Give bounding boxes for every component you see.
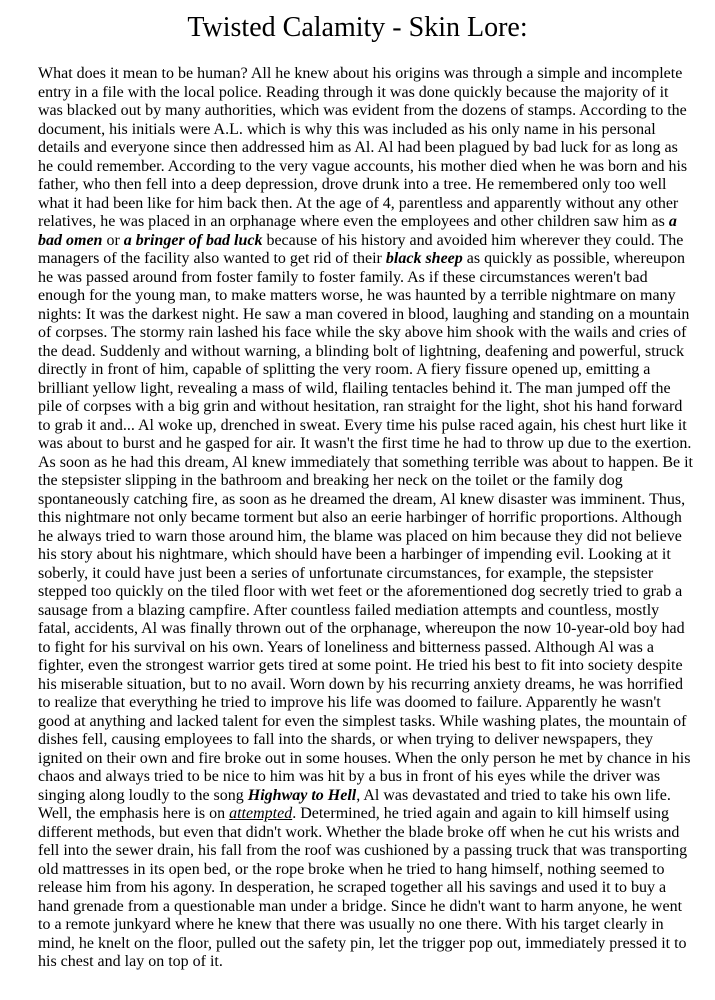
page-title: Twisted Calamity - Skin Lore: (187, 12, 528, 43)
story-paragraph (38, 65, 695, 972)
text-segment: attempted (229, 805, 293, 823)
text-segment: a bad omen (38, 213, 677, 249)
text-segment: black sheep (385, 250, 463, 268)
text-segment: as quickly as possible, whereupon he was passed around from foster family to foster family. As if these circumstances weren't bad enough for the young man, to make matters worse, he was haunted by a terrible nightmare on many nights: It was the darkest night. He saw a man covered in blood, laughing and standing on a mountain of corpses. The stormy rain lashed his face while the sky above him shook with the wails and cries of the dead. Suddenly and without warning, a blinding bolt of lightning, deafening and powerful, struck directly in front of him, capable of splitting the very room. A fiery fissure opened up, emitting a brilliant yellow light, revealing a mass of wild, flailing tentacles behind it. The man jumped off the pile of corpses with a big grin and without hesitation, ran straight for the light, shot his hand forward to grab it and... Al woke up, drenched in sweat. Every time his pulse raced again, his chest hurt like it was about to burst and he gasped for air. It wasn't the first time he had to throw up due to the exertion. As soon as he had this dream, Al knew immediately that something terrible was about to happen. Be it the stepsister slipping in the bathroom and breaking her neck on the toilet or the family dog spontaneously catching fire, as soon as he dreamed the dream, Al knew disaster was imminent. Thus, this nightmare not only became torment but also an eerie harbinger of horrific proportions. Although he always tried to warn those around him, the blame was placed on him because they did not believe his story about his nightmare, which should have been a harbinger of impending evil. Looking at it soberly, it could have just been a series of unfortunate circumstances, for example, the stepsister stepped too quickly on the tiled floor with wet feet or the aforementioned dog secretly tried to grab a sausage from a blazing campfire. After countless failed mediation attempts and countless, mostly fatal, accidents, Al was finally thrown out of the orphanage, whereupon the now 10-year-old boy had to fight for his survival on his own. Years of loneliness and bitterness passed. Although Al was a fighter, even the strongest warrior gets tired at some point. He tried his best to fit into society despite his miserable situation, but to no avail. Worn down by his recurring anxiety dreams, he was horrified to realize that everything he tried to improve his life was doomed to failure. Apparently he wasn't good at anything and lacked talent for even the simplest tasks. While washing plates, the mountain of dishes fell, causing employees to fall into the shards, or when trying to deliver newspapers, they ignited on their own and fire broke out in some houses. When the only person he met by chance in his chaos and always tried to be nice to him was hit by a bus in front of his eyes while the driver was singing along loudly to the song (38, 250, 693, 804)
text-segment: a bringer of bad luck (123, 231, 263, 249)
text-segment: What does it mean to be human? All he knew about his origins was through a simple and incomplete entry in a file with the local police. Reading through it was done quickly because the majority of it was blacked out by many authorities, which was evident from the dozens of stamps. According to the document, his initials were A.L. which is why this was included as his only name in his personal details and everyone since then addressed him as Al. Al had been plagued by bad luck for as long as he could remember. According to the very vague accounts, his mother died when he was born and his father, who then fell into a deep depression, drove drunk into a tree. He remembered only too well what it had been like for him back then. At the age of 4, parentless and apparently without any other relatives, he was placed in an orphanage where even the employees and other children saw him as (38, 65, 688, 231)
text-segment: Highway to Hell (247, 786, 357, 804)
text-segment: or (102, 231, 124, 249)
text-segment: because of his history and avoided him wherever they could. The managers of the facility also wanted to get rid of their (38, 231, 684, 268)
text-segment: . Determined, he tried again and again to kill himself using different methods, but even that didn't work. Whether the blade broke off when he cut his wrists and fell into the sewer drain, his fall from the roof was cushioned by a passing truck that was transporting old mattresses in its open bed, or the rope broke when he tried to hang himself, nothing seemed to release him from his agony. In desperation, he scraped together all his savings and used it to buy a hand grenade from a questionable man under a bridge. Since he didn't want to harm anyone, he went to a remote junkyard where he knew that there was usually no one there. With his target clearly in mind, he knelt on the floor, pulled out the safety pin, let the trigger pop out, immediately pressed it to his chest and lay on top of it. (38, 805, 688, 971)
text-segment: , Al was devastated and tried to take his own life. Well, the emphasis here is on (38, 786, 671, 823)
